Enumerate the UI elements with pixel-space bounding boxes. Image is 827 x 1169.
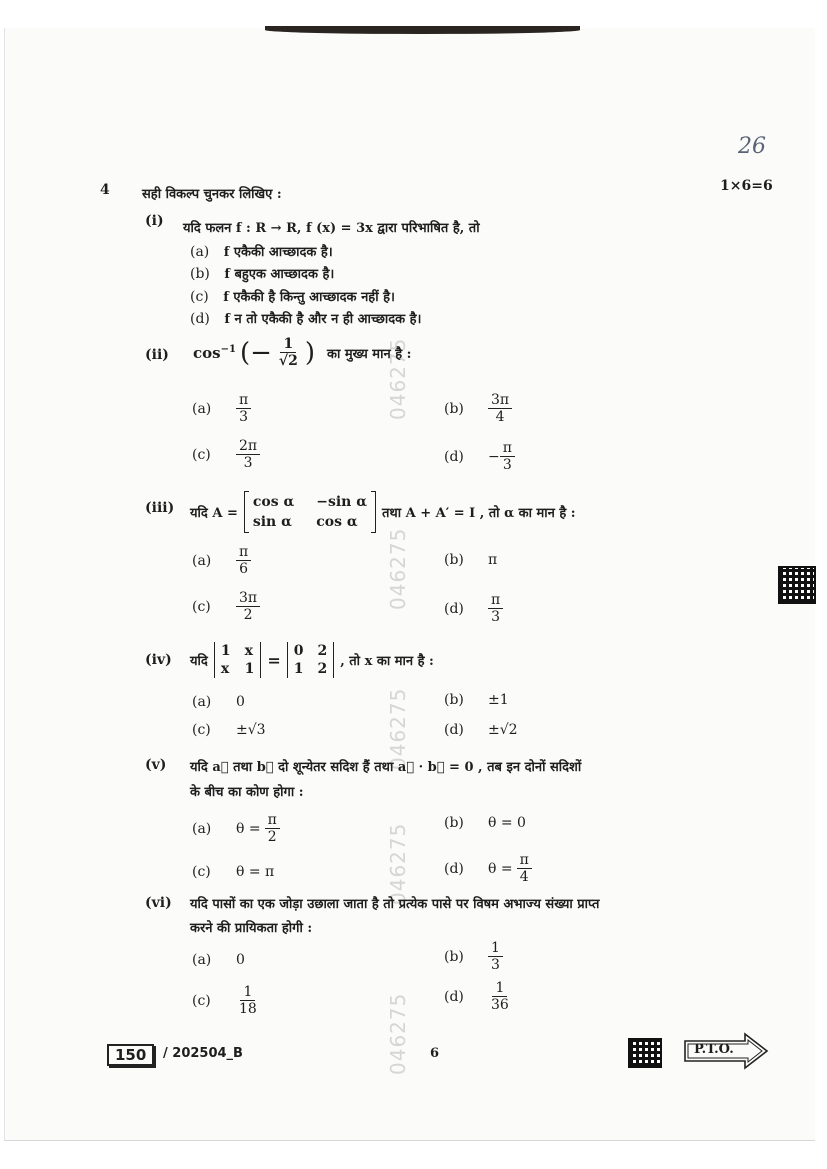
option-item: (a) θ = $\frac{\pi}{2}$ bbox=[192, 812, 280, 845]
question-label: (v) bbox=[145, 757, 167, 773]
option-label: (b) bbox=[444, 948, 464, 965]
option-value: ±1 bbox=[488, 692, 509, 708]
option-item bbox=[444, 980, 512, 1013]
option-item bbox=[192, 694, 245, 710]
option-value: ±√3 bbox=[236, 722, 266, 738]
determinant-right: 0 2 1 2 bbox=[287, 642, 335, 678]
option-text: f एकैकी है किन्तु आच्छादक नहीं है। bbox=[223, 290, 395, 305]
option-value: 0 bbox=[236, 952, 245, 968]
box-number: 150 bbox=[107, 1044, 154, 1066]
option-item bbox=[190, 264, 334, 282]
watermark: 046275 bbox=[386, 992, 410, 1075]
option-value: $\frac{\pi}{3}$ bbox=[500, 440, 515, 473]
option-item bbox=[192, 544, 251, 577]
question-stem: यदि a⃗ तथा b⃗ दो शून्येतर सदिश हैं तथा a⃗ · b⃗ = 0 , तब इन दोनों सदिशों bbox=[190, 760, 582, 775]
option-label: (c) bbox=[192, 446, 211, 463]
question-label: (vi) bbox=[145, 895, 172, 911]
option-label: (d) bbox=[444, 988, 464, 1005]
option-label: (a) bbox=[192, 694, 212, 710]
option-item bbox=[444, 815, 526, 831]
watermark: 046275 bbox=[386, 527, 410, 610]
option-label: (a) bbox=[192, 952, 212, 968]
option-value: $\frac{\pi}{2}$ bbox=[265, 812, 280, 845]
question-label: (iv) bbox=[145, 652, 172, 668]
instruction: सही विकल्प चुनकर लिखिए : bbox=[142, 187, 282, 202]
option-value: θ = π bbox=[236, 864, 275, 880]
question-label: (iii) bbox=[145, 500, 175, 516]
determinant-left: 1 x x 1 bbox=[214, 642, 262, 678]
option-label: (b) bbox=[190, 266, 210, 282]
option-label: (c) bbox=[192, 864, 211, 880]
option-item bbox=[190, 309, 421, 327]
option-label: (d) bbox=[190, 311, 210, 327]
option-item bbox=[444, 592, 503, 625]
question-stem-cont: करने की प्रायिकता होगी : bbox=[190, 921, 313, 936]
option-item: (d) − $\frac{\pi}{3}$ bbox=[444, 440, 515, 473]
option-value: θ = 0 bbox=[488, 815, 526, 831]
option-label: (a) bbox=[192, 820, 212, 837]
option-label: (a) bbox=[190, 244, 210, 260]
option-item bbox=[444, 552, 497, 568]
question-label: (ii) bbox=[145, 347, 169, 363]
option-label: (b) bbox=[444, 552, 464, 568]
option-value: 0 bbox=[236, 694, 245, 710]
option-item bbox=[192, 952, 245, 968]
watermark: 046275 bbox=[386, 822, 410, 905]
option-item bbox=[192, 392, 251, 425]
option-value: $\frac{3\pi}{4}$ bbox=[488, 392, 512, 425]
option-value: ±√2 bbox=[488, 722, 518, 738]
option-text: f एकैकी आच्छादक है। bbox=[223, 245, 333, 260]
option-label: (b) bbox=[444, 400, 464, 417]
watermark: 046275 bbox=[386, 337, 410, 420]
page-number: 6 bbox=[430, 1046, 440, 1061]
option-value: $\frac{\pi}{4}$ bbox=[517, 852, 532, 885]
option-item bbox=[444, 940, 503, 973]
option-item bbox=[192, 984, 260, 1017]
matrix: cos α −sin α sin α cos α bbox=[244, 492, 376, 532]
option-value: $\frac{\pi}{6}$ bbox=[236, 544, 251, 577]
option-label: (a) bbox=[192, 552, 212, 569]
option-value: $\frac{1}{36}$ bbox=[491, 980, 509, 1014]
option-label: (c) bbox=[192, 992, 211, 1009]
option-item bbox=[444, 692, 509, 708]
option-value: $\frac{2\pi}{3}$ bbox=[236, 438, 260, 471]
marks-label: 1×6=6 bbox=[720, 178, 773, 194]
option-label: (c) bbox=[190, 289, 209, 305]
option-label: (d) bbox=[444, 600, 464, 617]
option-value: $\frac{1}{3}$ bbox=[488, 940, 503, 973]
option-label: (c) bbox=[192, 598, 211, 615]
option-value: π bbox=[488, 552, 498, 568]
question-stem: यदि पासों का एक जोड़ा उछाला जाता है तो प्रत्येक पासे पर विषम अभाज्य संख्या प्राप्त bbox=[190, 897, 600, 912]
paper-code: / 202504_B bbox=[163, 1046, 243, 1061]
option-item bbox=[192, 722, 266, 738]
option-label: (d) bbox=[444, 860, 464, 877]
option-item bbox=[444, 392, 512, 425]
question-stem: यदि फलन f : R → R, f (x) = 3x द्वारा परिभाषित है, तो bbox=[183, 221, 480, 236]
option-label: (b) bbox=[444, 692, 464, 708]
option-item bbox=[444, 722, 518, 738]
watermark: 046275 bbox=[386, 687, 410, 770]
question-label: (i) bbox=[145, 213, 164, 229]
option-item bbox=[192, 438, 260, 471]
option-value: $\frac{3\pi}{2}$ bbox=[236, 590, 260, 623]
question-stem: $\cos^{-1}$ (− $\frac{1}{√2}$ ) का मुख्य मान है : bbox=[193, 336, 412, 370]
option-item bbox=[192, 590, 260, 623]
option-value: $\frac{\pi}{3}$ bbox=[488, 592, 503, 625]
option-label: (d) bbox=[444, 448, 464, 465]
handwritten-mark: 26 bbox=[738, 134, 766, 159]
question-stem-cont: के बीच का कोण होगा : bbox=[190, 785, 304, 800]
option-item bbox=[192, 864, 274, 880]
pto-label: P.T.O. bbox=[694, 1042, 734, 1057]
option-label: (a) bbox=[192, 400, 212, 417]
option-label: (d) bbox=[444, 722, 464, 738]
qr-code-icon bbox=[778, 566, 816, 604]
option-value: $\frac{1}{18}$ bbox=[239, 984, 257, 1018]
question-stem: यदि A = cos α −sin α sin α cos α तथा A + A′ = I , तो α का मान है : bbox=[190, 494, 576, 530]
option-label: (b) bbox=[444, 815, 464, 831]
option-text: f न तो एकैकी है और न ही आच्छादक है। bbox=[224, 312, 422, 327]
option-item bbox=[190, 242, 333, 260]
qr-code-icon bbox=[628, 1038, 662, 1068]
option-item bbox=[190, 287, 395, 305]
scan-shadow bbox=[265, 26, 580, 34]
question-number: 4 bbox=[100, 182, 110, 198]
option-text: f बहुएक आच्छादक है। bbox=[224, 267, 335, 282]
option-item: (d) θ = $\frac{\pi}{4}$ bbox=[444, 852, 532, 885]
option-label: (c) bbox=[192, 722, 211, 738]
question-stem: यदि 1 x x 1 = 0 2 1 2 , तो x का मान है : bbox=[190, 643, 434, 677]
option-value: $\frac{\pi}{3}$ bbox=[236, 392, 251, 425]
